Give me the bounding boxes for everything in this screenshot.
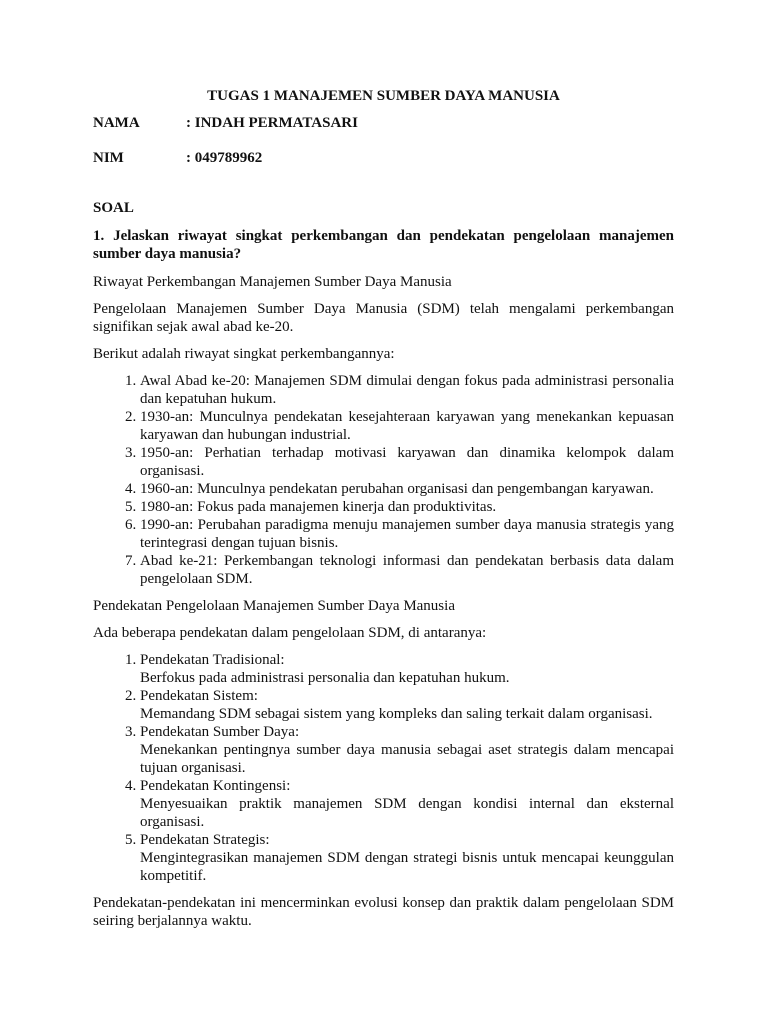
soal-heading: SOAL (93, 200, 134, 216)
approach-desc: Menekankan pentingnya sumber daya manusia sebagai aset strategis dalam mencapai tujuan organisasi. (140, 742, 674, 776)
list-item: 1. Awal Abad ke-20: Manajemen SDM dimulai dengan fokus pada administrasi personalia dan kepatuhan hukum. (140, 372, 674, 408)
approach-name: Pendekatan Kontingensi: (140, 778, 291, 794)
list-item (140, 651, 674, 687)
history-list (93, 372, 674, 588)
conclusion-paragraph: Pendekatan-pendekatan ini mencerminkan evolusi konsep dan praktik dalam pengelolaan SDM seiring berjalannya waktu. (93, 895, 674, 929)
document-title: TUGAS 1 MANAJEMEN SUMBER DAYA MANUSIA (207, 88, 560, 104)
approach-desc: Memandang SDM sebagai sistem yang kompleks dan saling terkait dalam organisasi. (140, 706, 653, 722)
approach-desc: Mengintegrasikan manajemen SDM dengan strategi bisnis untuk mencapai keunggulan kompetitif. (140, 850, 674, 884)
list-item: 3. 1950-an: Perhatian terhadap motivasi karyawan dan dinamika kelompok dalam organisasi. (140, 444, 674, 480)
section1-heading: Riwayat Perkembangan Manajemen Sumber Daya Manusia (93, 274, 452, 290)
section1-intro: Pengelolaan Manajemen Sumber Daya Manusia (SDM) telah mengalami perkembangan signifikan sejak awal abad ke-20. (93, 301, 674, 335)
approach-name: Pendekatan Sistem: (140, 688, 258, 704)
list-item: 7. Abad ke-21: Perkembangan teknologi informasi dan pendekatan berbasis data dalam pengelolaan SDM. (140, 552, 674, 588)
approach-name: Pendekatan Strategis: (140, 832, 270, 848)
list-item (140, 687, 674, 723)
list-item (140, 777, 674, 831)
section1-lead: Berikut adalah riwayat singkat perkembangannya: (93, 346, 395, 362)
list-item: 2. 1930-an: Munculnya pendekatan kesejahteraan karyawan yang menekankan kepuasan karyawan dan hubungan industrial. (140, 408, 674, 444)
section2-lead: Ada beberapa pendekatan dalam pengelolaan SDM, di antaranya: (93, 625, 487, 641)
nim-value: : 049789962 (186, 150, 263, 166)
list-item: 5. 1980-an: Fokus pada manajemen kinerja dan produktivitas. (140, 498, 674, 516)
name-field (93, 114, 674, 132)
approach-desc: Berfokus pada administrasi personalia dan kepatuhan hukum. (140, 670, 510, 686)
approach-name: Pendekatan Tradisional: (140, 652, 285, 668)
question-text: 1. Jelaskan riwayat singkat perkembangan dan pendekatan pengelolaan manajemen sumber daya manusia? (93, 228, 674, 262)
list-item (140, 723, 674, 777)
approach-list (93, 651, 674, 885)
document-body (93, 87, 674, 939)
list-item: 6. 1990-an: Perubahan paradigma menuju manajemen sumber daya manusia strategis yang terintegrasi dengan tujuan bisnis. (140, 516, 674, 552)
name-value: : INDAH PERMATASARI (186, 115, 358, 131)
list-item (140, 831, 674, 885)
section2-heading: Pendekatan Pengelolaan Manajemen Sumber Daya Manusia (93, 598, 455, 614)
approach-desc: Menyesuaikan praktik manajemen SDM dengan kondisi internal dan eksternal organisasi. (140, 796, 674, 830)
name-label: NAMA (93, 115, 140, 131)
nim-field (93, 149, 674, 167)
list-item: 4. 1960-an: Munculnya pendekatan perubahan organisasi dan pengembangan karyawan. (140, 480, 674, 498)
nim-label: NIM (93, 150, 124, 166)
approach-name: Pendekatan Sumber Daya: (140, 724, 300, 740)
